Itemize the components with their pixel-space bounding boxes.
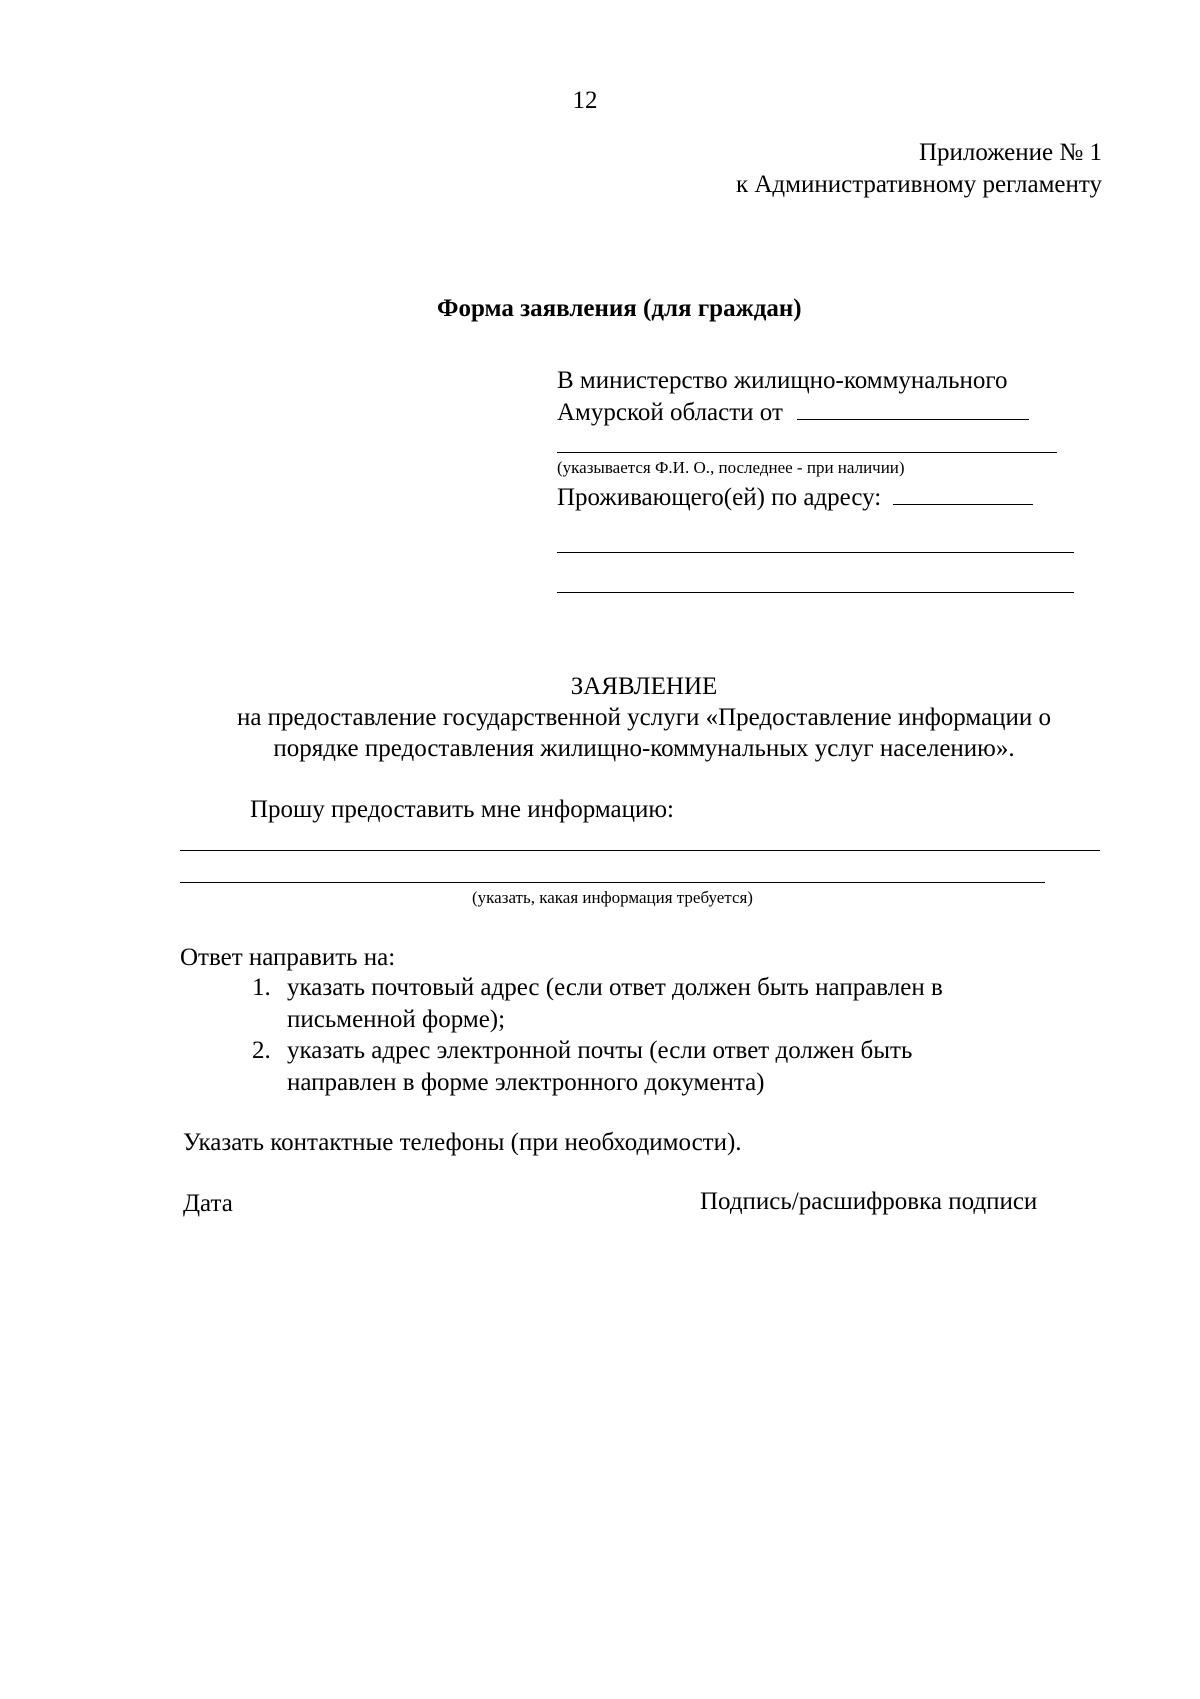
page-number: 12	[572, 87, 598, 114]
addressee-line-2	[557, 397, 1029, 428]
reply-item-2-line-2: направлен в форме электронного документа)	[287, 1069, 765, 1096]
fio-underline[interactable]	[557, 452, 1057, 453]
date-label: Дата	[183, 1190, 233, 1217]
appendix-line-1: Приложение № 1	[918, 139, 1102, 166]
addressee-line-1: В министерство жилищно-коммунального	[557, 367, 1008, 394]
reply-item-1-line-1: указать почтовый адрес (если ответ должен быть направлен в	[287, 974, 943, 1001]
form-title: Форма заявления (для граждан)	[437, 295, 802, 322]
signature-label: Подпись/расшифровка подписи	[700, 1188, 1038, 1215]
address-field[interactable]	[893, 482, 1033, 505]
reply-item-2-line-1: указать адрес электронной почты (если ответ должен быть	[287, 1037, 913, 1064]
info-line-2[interactable]	[180, 882, 1045, 883]
info-hint: (указать, какая информация требуется)	[472, 888, 753, 907]
appendix-line-2: к Административному регламенту	[735, 171, 1102, 198]
statement-heading: ЗАЯВЛЕНИЕ	[570, 673, 718, 700]
fio-hint: (указывается Ф.И. О., последнее - при наличии)	[557, 458, 905, 477]
statement-line-1: на предоставление государственной услуги «Предоставление информации о	[236, 704, 1052, 731]
reply-item-1-line-2: письменной форме);	[287, 1006, 506, 1033]
address-line-3[interactable]	[557, 592, 1074, 593]
info-line-1[interactable]	[180, 850, 1100, 851]
request-text: Прошу предоставить мне информацию:	[250, 796, 674, 823]
address-line-2[interactable]	[557, 552, 1074, 553]
addressee-region-label: Амурской области от	[557, 399, 783, 426]
address-row	[557, 482, 1033, 513]
address-label: Проживающего(ей) по адресу:	[557, 484, 882, 511]
contacts-text: Указать контактные телефоны (при необходимости).	[183, 1129, 742, 1156]
reply-item-1-number: 1.	[252, 974, 271, 1001]
reply-item-2-number: 2.	[252, 1037, 271, 1064]
applicant-name-field[interactable]	[797, 397, 1029, 420]
reply-label: Ответ направить на:	[180, 944, 396, 971]
statement-line-2: порядке предоставления жилищно-коммунальных услуг населению».	[273, 735, 1015, 762]
